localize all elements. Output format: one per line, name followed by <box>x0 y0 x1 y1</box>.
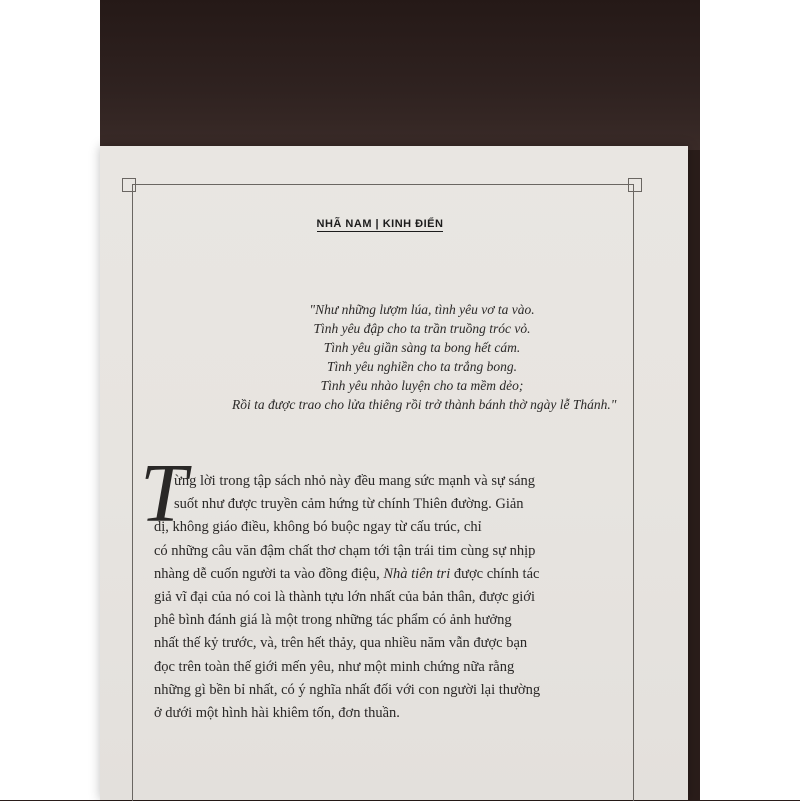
poem-line: Tình yêu đập cho ta trần truồng tróc vỏ. <box>313 321 531 336</box>
paragraph-line: ừng lời trong tập sách nhỏ này đều mang sức mạnh và sự sáng <box>174 473 536 489</box>
paragraph-line: phê bình đánh giá là một trong những tác phẩm có ảnh hưởng <box>154 612 512 629</box>
frame-corner-ornament <box>628 178 642 192</box>
dark-surface <box>100 0 700 150</box>
brand-separator: | <box>372 218 383 230</box>
background-right <box>700 0 800 800</box>
background-left <box>0 0 100 800</box>
paragraph-line: đọc trên toàn thế giới mến yêu, như một minh chứng nữa rằng <box>154 658 515 675</box>
brand-name: NHÃ NAM <box>316 218 372 230</box>
paragraph-line: những gì bền bỉ nhất, có ý nghĩa nhất đối với con người lại thường <box>154 681 541 698</box>
paragraph-line <box>154 563 614 586</box>
poem-line: "Như những lượm lúa, tình yêu vơ ta vào. <box>309 302 535 317</box>
line-text: được chính tác <box>453 565 540 582</box>
poem-line: Tình yêu nghiền cho ta trắng bong. <box>326 359 518 374</box>
line-text: nhàng dễ cuốn người ta vào đồng điệu, <box>154 565 380 582</box>
paragraph-line: có những câu văn đậm chất thơ chạm tới tận trái tim cùng sự nhịp <box>154 542 536 559</box>
frame-corner-ornament <box>122 178 136 192</box>
epigraph-poem <box>232 300 617 414</box>
paragraph-line: nhất thế kỷ trước, và, trên hết thảy, qua nhiều năm vẫn được bạn <box>154 635 528 652</box>
poem-line: Tình yêu nhào luyện cho ta mềm dẻo; <box>320 378 524 393</box>
drop-cap: T <box>140 447 187 540</box>
paragraph-line: ở dưới một hình hài khiêm tốn, đơn thuần. <box>154 704 400 721</box>
poem-line: Tình yêu giần sàng ta bong hết cám. <box>323 340 521 355</box>
book-title: Nhà tiên tri <box>383 565 451 582</box>
description-paragraph <box>154 470 614 725</box>
paragraph-line: suốt như được truyền cảm hứng từ chính Thiên đường. Giản <box>174 496 524 513</box>
publisher-brand <box>200 218 560 230</box>
paragraph-line: dị, không giáo điều, không bó buộc ngay từ cấu trúc, chỉ <box>154 519 482 536</box>
brand-series: KINH ĐIỂN <box>382 218 444 230</box>
paragraph-line: giả vĩ đại của nó coi là thành tựu lớn nhất của bản thân, được giới <box>154 588 535 605</box>
poem-line: Rồi ta được trao cho lửa thiêng rồi trở thành bánh thờ ngày lễ Thánh." <box>232 397 617 412</box>
